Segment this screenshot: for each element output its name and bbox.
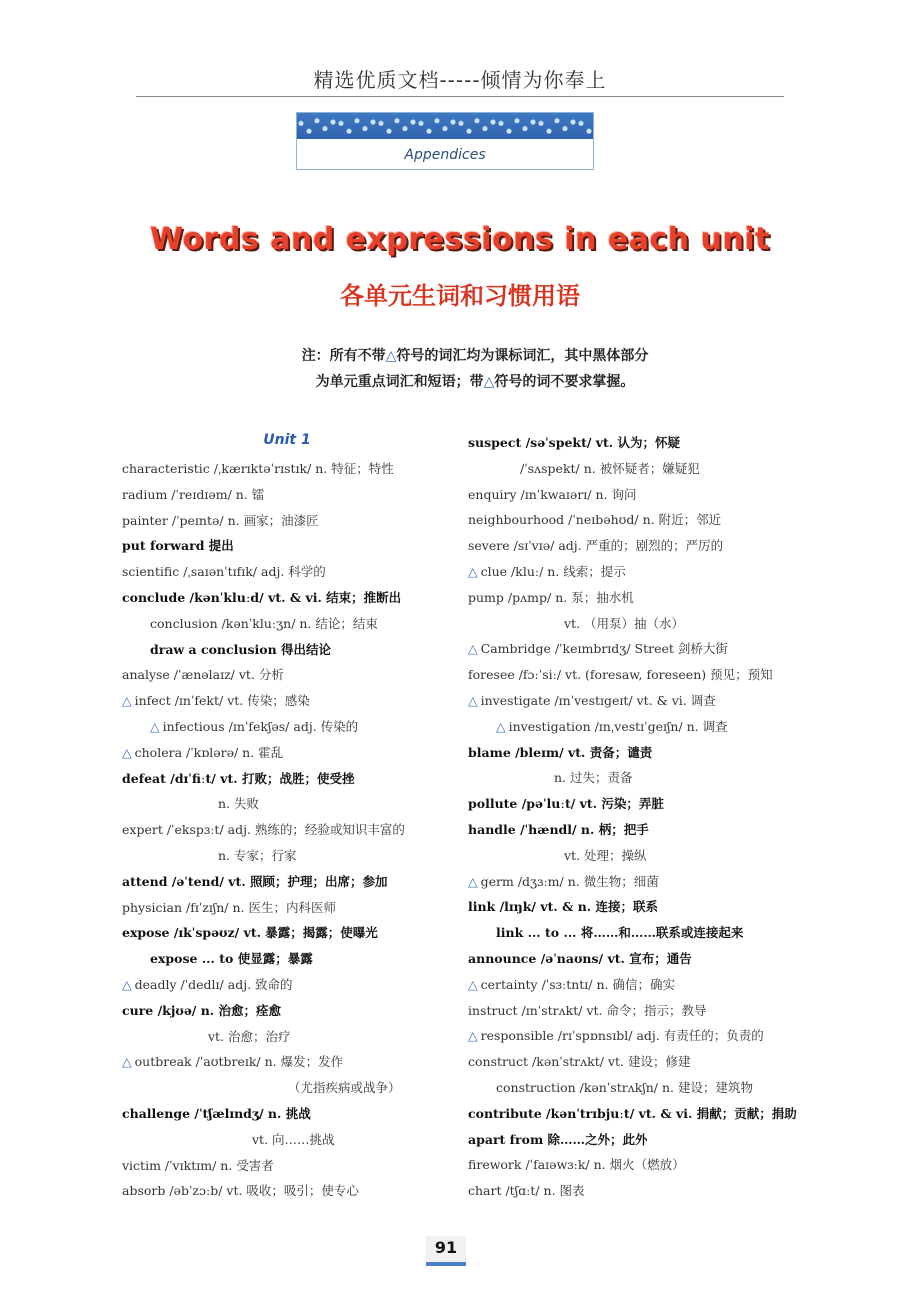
vocab-text: investigate /ɪnˈvestɪgeɪt/ vt. & vi. 调查 — [480, 692, 716, 708]
vocab-entry — [122, 1153, 452, 1179]
vocab-entry — [468, 791, 798, 817]
vocab-text: cure /kjʊə/ n. 治愈；痊愈 — [122, 1002, 281, 1018]
vocab-text: characteristic /ˌkærɪktəˈrɪstɪk/ n. 特征；特性 — [122, 461, 394, 476]
vocab-entry — [122, 998, 452, 1024]
page-number: 91 — [426, 1236, 466, 1266]
vocab-text: n. 过失；责备 — [554, 770, 633, 786]
vocab-text: defeat /dɪˈfiːt/ vt. 打败；战胜；使受挫 — [122, 770, 355, 786]
vocab-entry — [468, 1152, 798, 1178]
vocab-text: expose /ɪkˈspəʊz/ vt. 暴露；揭露；使曝光 — [122, 925, 378, 941]
vocab-text: /ˈsʌspekt/ n. 被怀疑者；嫌疑犯 — [520, 460, 700, 476]
note-line-2: 为单元重点词汇和短语；带△符号的词不要求掌握。 — [315, 374, 635, 390]
vocab-entry — [122, 1049, 452, 1075]
vocab-text: expert /ˈekspɜːt/ adj. 熟练的；经验或知识丰富的 — [122, 822, 405, 838]
vocab-text: Cambridge /ˈkeɪmbrɪdʒ/ Street 剑桥大街 — [480, 641, 728, 657]
vocab-entry — [122, 766, 452, 792]
vocab-text: foresee /fɔːˈsiː/ vt. (foresaw, foreseen) 预见；预知 — [468, 667, 773, 683]
triangle-icon: △ — [468, 641, 478, 657]
vocab-text: painter /ˈpeɪntə/ n. 画家；油漆匠 — [122, 512, 319, 528]
vocab-text: chart /tʃɑːt/ n. 图表 — [468, 1183, 585, 1199]
triangle-icon: △ — [122, 976, 132, 992]
vocab-text: vt. 处理；操纵 — [564, 847, 647, 863]
vocab-text: construction /kənˈstrʌkʃn/ n. 建设；建筑物 — [496, 1079, 753, 1095]
vocab-text: contribute /kənˈtrɪbjuːt/ vt. & vi. 捐献；贡献；捐助 — [468, 1105, 797, 1121]
triangle-icon: △ — [468, 563, 478, 579]
vocab-text: challenge /ˈtʃælɪndʒ/ n. 挑战 — [122, 1105, 311, 1121]
note-line-1: 注：所有不带△符号的词汇均为课标词汇，其中黑体部分 — [301, 348, 649, 364]
vocab-text: vt. 治愈；治疗 — [208, 1028, 291, 1044]
triangle-icon: △ — [122, 693, 132, 709]
appendices-banner — [296, 112, 594, 170]
vocab-text: clue /kluː/ n. 线索；提示 — [480, 563, 626, 579]
vocab-entry — [468, 456, 798, 482]
vocab-entry — [122, 869, 452, 895]
vocab-entry — [122, 920, 452, 946]
vocab-entry — [468, 688, 798, 714]
banner-pattern — [297, 113, 593, 139]
vocab-entry — [468, 817, 798, 843]
vocab-entry — [468, 740, 798, 766]
vocab-entry — [122, 1127, 452, 1153]
vocab-text: instruct /ɪnˈstrʌkt/ vt. 命令；指示；教导 — [468, 1002, 707, 1018]
vocab-entry — [468, 533, 798, 559]
vocab-entry — [468, 1023, 798, 1049]
vocab-text: vt. 向……挑战 — [252, 1131, 335, 1147]
vocab-entry — [122, 688, 452, 714]
vocab-text: draw a conclusion 得出结论 — [150, 641, 332, 657]
vocab-entry — [468, 843, 798, 869]
vocab-text: link /lɪŋk/ vt. & n. 连接；联系 — [468, 899, 658, 915]
vocab-text: n. 失败 — [218, 796, 259, 812]
vocab-text: absorb /əbˈzɔːb/ vt. 吸收；吸引；使专心 — [122, 1183, 359, 1199]
triangle-icon: △ — [496, 718, 506, 734]
vocab-entry — [122, 482, 452, 508]
vocab-text: pollute /pəˈluːt/ vt. 污染；弄脏 — [468, 796, 664, 812]
vocab-entry — [122, 843, 452, 869]
page-subtitle: 各单元生词和习惯用语 — [340, 282, 580, 310]
vocab-entry — [468, 972, 798, 998]
vocab-text: victim /ˈvɪktɪm/ n. 受害者 — [122, 1157, 274, 1173]
vocab-text: expose ... to 使显露；暴露 — [150, 951, 313, 967]
vocab-text: deadly /ˈdedlɪ/ adj. 致命的 — [134, 976, 293, 992]
vocab-entry — [468, 920, 798, 946]
triangle-icon: △ — [468, 1028, 478, 1044]
triangle-icon: △ — [483, 374, 495, 390]
vocab-entry — [468, 662, 798, 688]
vocab-entry — [468, 611, 798, 637]
vocab-entry — [468, 636, 798, 662]
vocab-text: infectious /ɪnˈfekʃəs/ adj. 传染的 — [162, 718, 359, 734]
vocab-entry — [122, 533, 452, 559]
vocab-text: germ /dʒɜːm/ n. 微生物；细菌 — [480, 873, 659, 889]
banner-label: Appendices — [404, 147, 486, 163]
page-title: Words and expressions in each unit — [150, 222, 770, 257]
vocab-entry — [122, 972, 452, 998]
vocab-entry — [122, 611, 452, 637]
vocab-entry — [122, 456, 452, 482]
vocab-entry — [122, 895, 452, 921]
vocab-entry — [122, 740, 452, 766]
vocab-text: physician /fɪˈzɪʃn/ n. 医生；内科医师 — [122, 899, 336, 915]
vocab-entry — [122, 662, 452, 688]
page-header: 精选优质文档-----倾情为你奉上 — [313, 68, 607, 92]
triangle-icon: △ — [150, 718, 160, 734]
vocab-entry — [468, 869, 798, 895]
vocab-text: neighbourhood /ˈneɪbəhʊd/ n. 附近；邻近 — [468, 512, 722, 528]
triangle-icon: △ — [468, 873, 478, 889]
vocab-entry — [122, 559, 452, 585]
vocab-text: announce /əˈnaʊns/ vt. 宣布；通告 — [468, 950, 692, 966]
vocab-text: radium /ˈreɪdɪəm/ n. 镭 — [122, 486, 265, 502]
vocab-entry — [468, 714, 798, 740]
header-divider — [136, 96, 784, 97]
unit-title: Unit 1 — [263, 432, 311, 448]
vocab-text: link ... to ... 将……和……联系或连接起来 — [496, 925, 744, 941]
vocab-entry — [468, 1178, 798, 1204]
vocab-text: conclude /kənˈkluːd/ vt. & vi. 结束；推断出 — [122, 589, 402, 605]
vocab-text: （尤指疾病或战争） — [288, 1080, 401, 1096]
vocab-entry — [468, 482, 798, 508]
vocab-text: conclusion /kənˈkluːʒn/ n. 结论；结束 — [150, 615, 378, 631]
vocab-text: attend /əˈtend/ vt. 照顾；护理；出席；参加 — [122, 873, 388, 889]
vocab-entry — [122, 714, 452, 740]
vocab-entry — [122, 791, 452, 817]
vocab-text: handle /ˈhændl/ n. 柄；把手 — [468, 821, 649, 837]
vocab-entry — [468, 1075, 798, 1101]
vocab-text: vt. （用泵）抽（水） — [564, 615, 685, 631]
vocab-text: investigation /ɪnˌvestɪˈgeɪʃn/ n. 调查 — [508, 718, 728, 734]
vocab-entry — [122, 1178, 452, 1204]
vocab-entry — [122, 1101, 452, 1127]
vocab-entry — [468, 430, 798, 456]
vocab-entry — [122, 1075, 452, 1101]
vocab-entry — [468, 998, 798, 1024]
vocab-text: put forward 提出 — [122, 538, 234, 554]
triangle-icon: △ — [385, 348, 397, 364]
triangle-icon: △ — [468, 976, 478, 992]
vocab-entry — [122, 585, 452, 611]
right-column — [468, 430, 798, 1204]
vocab-entry — [468, 765, 798, 791]
vocab-entry — [122, 817, 452, 843]
vocab-text: firework /ˈfaɪəwɜːk/ n. 烟火（燃放） — [468, 1157, 685, 1173]
vocab-entry — [468, 1101, 798, 1127]
triangle-icon: △ — [122, 744, 132, 760]
vocab-text: certainty /ˈsɜːtntɪ/ n. 确信；确实 — [480, 976, 675, 992]
triangle-icon: △ — [122, 1054, 132, 1070]
vocab-entry — [468, 507, 798, 533]
vocab-entry — [468, 559, 798, 585]
vocab-text: outbreak /ˈaʊtbreɪk/ n. 爆发；发作 — [134, 1054, 344, 1070]
vocab-text: suspect /səˈspekt/ vt. 认为；怀疑 — [468, 435, 680, 450]
vocab-entry — [122, 508, 452, 534]
vocab-text: responsible /rɪˈspɒnsɪbl/ adj. 有责任的；负责的 — [480, 1028, 764, 1044]
vocab-entry — [122, 1024, 452, 1050]
vocab-entry — [122, 946, 452, 972]
vocab-text: scientific /ˌsaɪənˈtɪfɪk/ adj. 科学的 — [122, 564, 326, 580]
vocab-text: blame /bleɪm/ vt. 责备；谴责 — [468, 744, 653, 760]
vocab-text: infect /ɪnˈfekt/ vt. 传染；感染 — [134, 693, 310, 709]
left-vocab-list — [122, 456, 452, 1204]
left-column — [122, 430, 452, 1204]
vocab-text: enquiry /ɪnˈkwaɪərɪ/ n. 询问 — [468, 486, 637, 502]
vocab-text: construct /kənˈstrʌkt/ vt. 建设；修建 — [468, 1054, 691, 1070]
vocab-entry — [468, 1049, 798, 1075]
vocab-entry — [468, 1127, 798, 1153]
vocab-text: apart from 除……之外；此外 — [468, 1131, 648, 1147]
vocab-text: pump /pʌmp/ n. 泵；抽水机 — [468, 589, 634, 605]
vocab-text: cholera /ˈkɒlərə/ n. 霍乱 — [134, 744, 284, 760]
vocab-entry — [468, 946, 798, 972]
triangle-icon: △ — [468, 692, 478, 708]
vocab-text: severe /sɪˈvɪə/ adj. 严重的；剧烈的；严厉的 — [468, 538, 724, 554]
vocab-entry — [122, 637, 452, 663]
vocab-text: n. 专家；行家 — [218, 847, 297, 863]
vocab-text: analyse /ˈænəlaɪz/ vt. 分析 — [122, 667, 284, 683]
right-vocab-list — [468, 430, 798, 1204]
vocab-entry — [468, 585, 798, 611]
vocab-entry — [468, 894, 798, 920]
